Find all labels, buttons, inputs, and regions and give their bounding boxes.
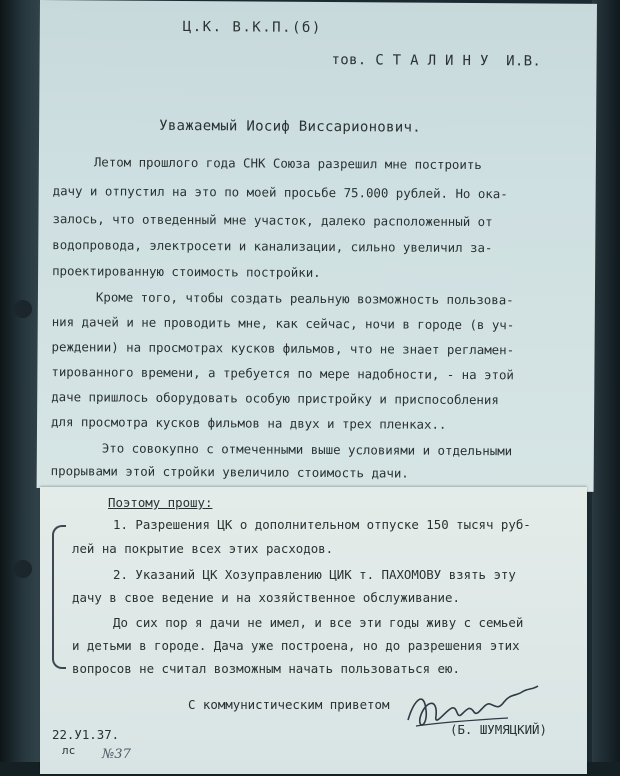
binder-hole	[14, 300, 32, 318]
text-line: проектированную стоимость постройки.	[52, 263, 321, 280]
letter-page-top	[37, 0, 597, 492]
handwritten-number: №37	[102, 747, 131, 762]
text-line: для просмотра кусков фильмов на двух и трех пленках..	[51, 414, 447, 432]
closing: С коммунистическим приветом	[188, 697, 390, 712]
date: 22.У1.37.	[52, 727, 120, 742]
text-line: Это совокупно с отмеченными выше условиями и отдельными	[101, 440, 513, 459]
margin-bracket	[52, 525, 66, 669]
request-item-2: 2. Указаний ЦК Хозуправлению ЦИК т. ПАХОМОВУ взять эту	[113, 567, 516, 582]
text-line: прорывами этой стройки увеличило стоимость дачи.	[50, 463, 409, 481]
text-line: залось, что отведенный мне участок, далеко расположенный от	[52, 211, 493, 230]
signer-name: (Б. ШУМЯЦКИЙ)	[450, 722, 547, 737]
request-item-2-cont: дачу в свое ведение и на хозяйственное обслуживание.	[72, 590, 460, 605]
text-line: вопросов не считал возможным начать пользоваться ею.	[72, 661, 460, 676]
text-line: и детьми в городе. Дача уже построена, но до разрешения этих	[72, 638, 520, 653]
text-line: водопровода, электросети и канализации, сильно увеличил за-	[52, 237, 493, 256]
recipient-org: Ц.К. В.К.П.(б)	[182, 18, 322, 36]
request-heading: Поэтому прошу:	[108, 495, 213, 510]
text-line: Летом прошлого года СНК Союза разрешил мне построить	[93, 154, 482, 173]
binder-hole	[14, 560, 32, 578]
request-item-1: 1. Разрешения ЦК о дополнительном отпуске 150 тысяч руб-	[113, 517, 531, 532]
typist-initials: лс	[62, 744, 76, 757]
text-line: До сих пор я дачи не имел, и все эти годы живу с семьей	[113, 615, 524, 630]
request-item-1-cont: лей на покрытие всех этих расходов.	[72, 541, 334, 556]
text-line: реждении) на просмотрах кусков фильмов, что не знает регламен-	[51, 339, 515, 358]
text-line: тированного времени, а требуется по мере надобности, - на этой	[51, 364, 514, 383]
text-line: ния дачей и не проводить мне, как сейчас, ночи в городе (в уч-	[51, 314, 515, 333]
text-line: дачу и отпустил на это по моей просьбе 75.000 рублей. Но ока-	[52, 183, 508, 202]
signature	[404, 680, 544, 738]
text-line: Кроме того, чтобы создать реальную возможность пользова-	[95, 289, 514, 308]
left-edge	[0, 0, 42, 776]
text-line: даче пришлось оборудовать особую пристройку и приспособления	[51, 389, 499, 408]
recipient-name: тов. С Т А Л И Н У И.В.	[331, 52, 542, 70]
salutation: Уважаемый Иосиф Виссарионович.	[159, 117, 422, 136]
